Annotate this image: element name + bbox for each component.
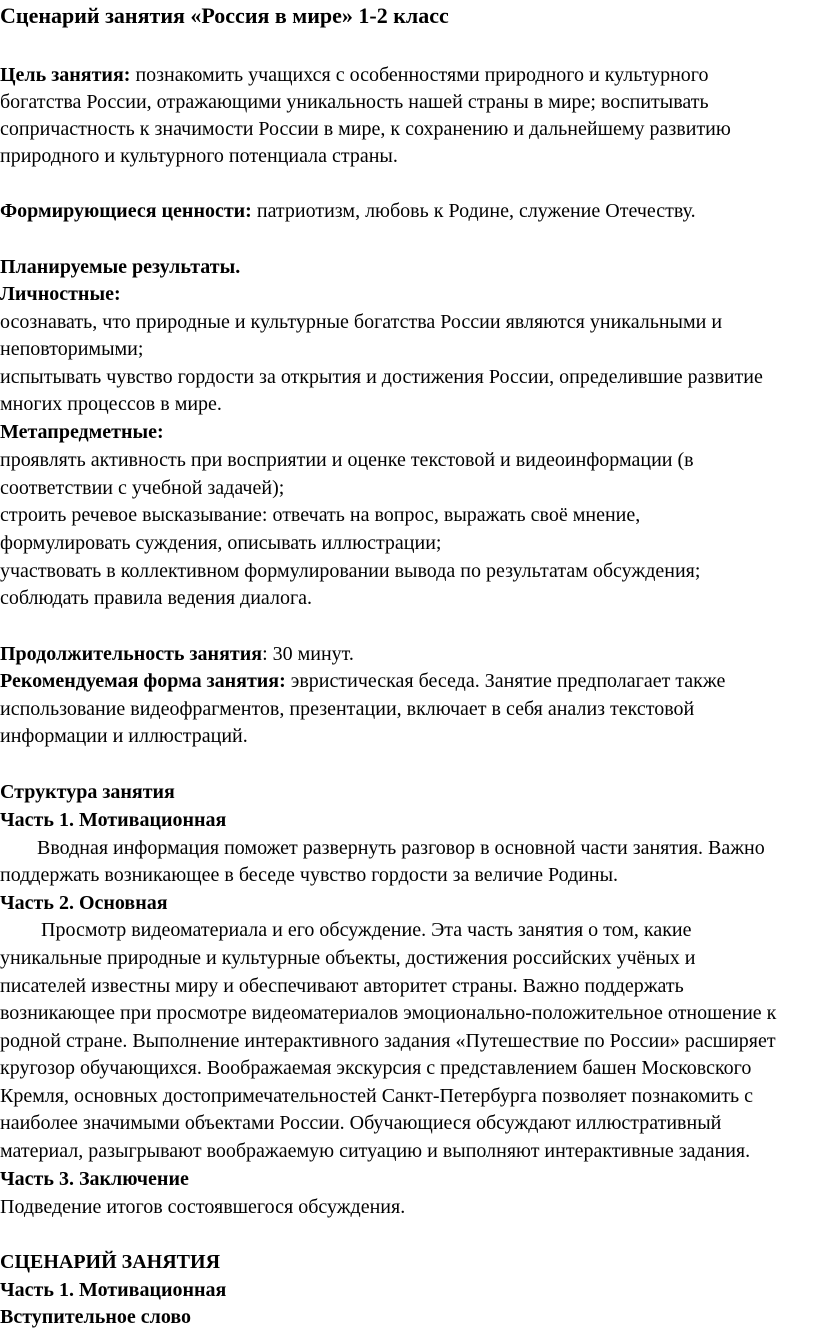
goal-text-line: сопричастность к значимости России в мире, к сохранению и дальнейшему развитию [0, 118, 731, 140]
structure-part2-line: уникальные природные и культурные объекты, достижения российских учёных и [0, 947, 696, 969]
personal-result-line: осознавать, что природные и культурные богатства России являются уникальными и [0, 311, 723, 333]
form-paragraph-line [0, 668, 816, 695]
goal-text-line: богатства России, отражающими уникальность нашей страны в мире; воспитывать [0, 91, 709, 113]
scenario-part1-heading: Часть 1. Мотивационная [0, 1279, 227, 1301]
structure-heading: Структура занятия [0, 781, 175, 803]
goal-label: Цель занятия: [0, 64, 131, 86]
results-heading: Планируемые результаты. [0, 256, 241, 278]
structure-part2-line: Просмотр видеоматериала и его обсуждение. Эта часть занятия о том, какие [41, 919, 692, 941]
form-text-line: информации и иллюстраций. [0, 725, 248, 747]
structure-part1-line: Вводная информация поможет развернуть разговор в основной части занятия. Важно [37, 837, 765, 859]
structure-part2-line: материал, разыгрывают воображаемую ситуацию и выполняют интерактивные задания. [0, 1140, 751, 1162]
personal-result-line: многих процессов в мире. [0, 393, 222, 415]
duration-label: Продолжительность занятия [0, 643, 263, 665]
structure-part2-line: писателей известны миру и обеспечивают авторитет страны. Важно поддержать [0, 975, 684, 997]
personal-result-line: неповторимыми; [0, 338, 144, 360]
personal-result-line: испытывать чувство гордости за открытия и достижения России, определившие развитие [0, 366, 763, 388]
values-paragraph [0, 198, 816, 225]
values-label: Формирующиеся ценности: [0, 200, 252, 222]
structure-part2-line: кругозор обучающихся. Воображаемая экскурсия с представлением башен Московского [0, 1057, 752, 1079]
scenario-heading: СЦЕНАРИЙ ЗАНЯТИЯ [0, 1251, 221, 1273]
structure-part1-heading: Часть 1. Мотивационная [0, 809, 227, 831]
meta-result-line: проявлять активность при восприятии и оценке текстовой и видеоинформации (в [0, 449, 694, 471]
structure-part2-heading: Часть 2. Основная [0, 892, 168, 914]
meta-result-line: соблюдать правила ведения диалога. [0, 587, 313, 609]
structure-part3-heading: Часть 3. Заключение [0, 1168, 189, 1190]
structure-part3-line: Подведение итогов состоявшегося обсуждения. [0, 1196, 406, 1218]
meta-result-line: соответствии с учебной задачей); [0, 477, 285, 499]
form-text-line: использование видеофрагментов, презентации, включает в себя анализ текстовой [0, 698, 695, 720]
personal-results-heading: Личностные: [0, 283, 121, 305]
form-text: эвристическая беседа. Занятие предполагает также [285, 670, 726, 692]
structure-part2-line: Кремля, основных достопримечательностей Санкт-Петербурга позволяет познакомить с [0, 1085, 753, 1107]
meta-result-line: участвовать в коллективном формулировании вывода по результатам обсуждения; [0, 560, 701, 582]
duration-text: : 30 минут. [262, 643, 354, 665]
scenario-intro-heading: Вступительное слово [0, 1306, 191, 1328]
meta-results-heading: Метапредметные: [0, 421, 164, 443]
document-title: Сценарий занятия «Россия в мире» 1-2 класс [0, 3, 449, 28]
goal-paragraph-line [0, 62, 816, 89]
structure-part2-line: возникающее при просмотре видеоматериалов эмоционально-положительное отношение к [0, 1002, 777, 1024]
goal-text-line: природного и культурного потенциала страны. [0, 145, 398, 167]
meta-result-line: формулировать суждения, описывать иллюстрации; [0, 532, 442, 554]
structure-part1-line: поддержать возникающее в беседе чувство гордости за величие Родины. [0, 864, 619, 886]
duration-paragraph [0, 641, 816, 668]
goal-text: познакомить учащихся с особенностями природного и культурного [130, 64, 709, 86]
structure-part2-line: родной стране. Выполнение интерактивного задания «Путешествие по России» расширяет [0, 1030, 776, 1052]
structure-part2-line: наиболее значимыми объектами России. Обучающиеся обсуждают иллюстративный [0, 1112, 722, 1134]
values-text: патриотизм, любовь к Родине, служение Отечеству. [251, 200, 696, 222]
meta-result-line: строить речевое высказывание: отвечать на вопрос, выражать своё мнение, [0, 504, 641, 526]
form-label: Рекомендуемая форма занятия: [0, 670, 286, 692]
